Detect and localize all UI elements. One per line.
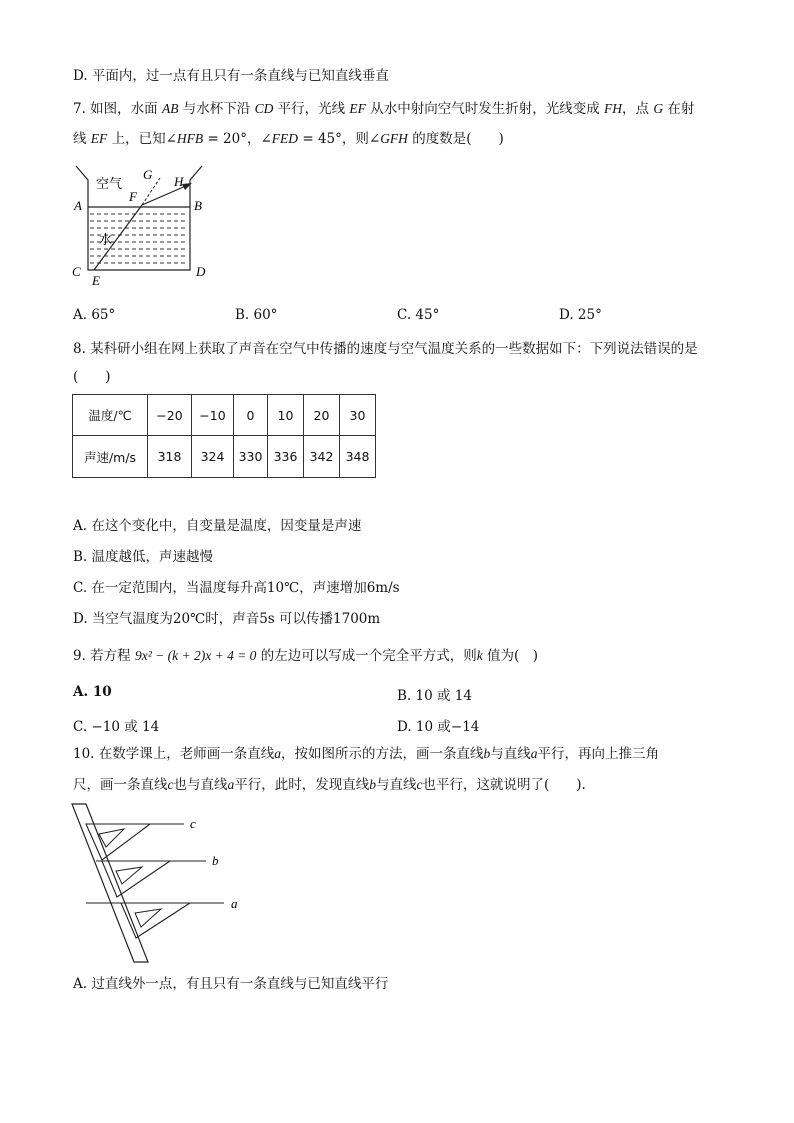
table-row-header: 温度/℃ — [73, 395, 148, 436]
table-cell: 10 — [268, 395, 304, 436]
table-cell: 342 — [304, 436, 340, 478]
q9-option-c: C. −10 或 14 — [73, 719, 160, 735]
table-cell: 330 — [234, 436, 268, 478]
q7-text: 上，已知∠ — [107, 131, 177, 147]
label-d: D — [196, 264, 206, 279]
q10-var: a — [227, 777, 235, 792]
set-square-middle-inner — [116, 867, 142, 884]
q8-option-c: C. 在一定范围内，当温度每升高10℃，声速增加6m/s — [73, 580, 400, 596]
table-cell: 30 — [340, 395, 376, 436]
q10-option-a: A. 过直线外一点，有且只有一条直线与已知直线平行 — [73, 976, 389, 992]
label-air: 空气 — [96, 176, 123, 191]
q8-stem-line1: 8. 某科研小组在网上获取了声音在空气中传播的速度与空气温度关系的一些数据如下：下列说法错误的是 — [73, 341, 698, 357]
q7-text: 7. 如图，水面 — [73, 101, 162, 117]
q7-text: 的度数是( ) — [407, 131, 504, 147]
table-row — [73, 436, 376, 478]
q10-text: 也平行，这就说明了( ). — [422, 777, 586, 793]
q6-option-d: D. 平面内，过一点有且只有一条直线与已知直线垂直 — [73, 68, 389, 84]
q10-text: 与直线 — [490, 746, 531, 762]
label-b: b — [212, 853, 219, 868]
q7-text: 与水杯下沿 — [178, 101, 255, 117]
q7-var: EF — [349, 101, 366, 116]
label-c: C — [72, 264, 81, 279]
q7-var: EF — [90, 131, 108, 146]
q7-text: 平行，光线 — [273, 101, 350, 117]
q9-equation: 9x² − (k + 2)x + 4 = 0 — [134, 648, 257, 663]
q10-stem-line1 — [73, 745, 659, 763]
q10-text: 平行，此时，发现直线 — [234, 777, 370, 793]
q10-text: 尺，画一条直线 — [73, 777, 168, 793]
q7-option-d: D. 25° — [559, 307, 602, 323]
q7-text: 在射 — [663, 101, 695, 117]
q9-text: 值为( ) — [482, 648, 539, 664]
q7-var: AB — [161, 101, 179, 116]
table-cell: −10 — [192, 395, 234, 436]
label-c: c — [190, 816, 196, 831]
label-b: B — [194, 198, 202, 213]
table-cell: 348 — [340, 436, 376, 478]
q7-var: GFH — [380, 131, 408, 146]
q7-text: ，点 — [622, 101, 654, 117]
q8-option-b: B. 温度越低，声速越慢 — [73, 549, 214, 565]
q9-option-d: D. 10 或−14 — [397, 719, 480, 735]
q10-var: b — [483, 746, 491, 761]
table-row-header: 声速/m/s — [73, 436, 148, 478]
q10-var: c — [167, 777, 174, 792]
label-e: E — [92, 273, 100, 288]
q10-text: 与直线 — [376, 777, 417, 793]
q9-text: 9. 若方程 — [73, 648, 135, 664]
label-water: 水 — [99, 232, 113, 247]
q7-option-c: C. 45° — [397, 307, 440, 323]
q10-text: 也与直线 — [173, 777, 228, 793]
q10-text: 10. 在数学课上，老师画一条直线 — [73, 746, 275, 762]
q7-text: = 20°，∠ — [203, 131, 272, 147]
q7-var: CD — [254, 101, 274, 116]
label-g: G — [143, 167, 153, 182]
q7-option-a: A. 65° — [73, 307, 116, 323]
table-cell: 336 — [268, 436, 304, 478]
q10-text: ，按如图所示的方法，画一条直线 — [281, 746, 484, 762]
table-row — [73, 395, 376, 436]
q7-var: FED — [271, 131, 299, 146]
q7-refraction-figure — [66, 160, 216, 290]
q10-text: 平行，再向上推三角 — [537, 746, 660, 762]
q10-parallel-lines-figure — [66, 800, 256, 970]
label-a: a — [231, 896, 238, 911]
q10-var: a — [530, 746, 538, 761]
q10-var: b — [369, 777, 376, 792]
q9-text: 的左边可以写成一个完全平方式，则 — [256, 648, 477, 664]
q7-stem-line1 — [73, 100, 694, 118]
q10-stem-line2 — [73, 776, 586, 794]
q7-text: 从水中射向空气时发生折射，光线变成 — [365, 101, 605, 117]
q7-text: = 45°，则∠ — [298, 131, 381, 147]
table-cell: 324 — [192, 436, 234, 478]
q9-var: k — [476, 648, 483, 663]
q8-option-d: D. 当空气温度为20℃时，声音5s 可以传播1700m — [73, 611, 381, 627]
label-a: A — [74, 198, 82, 213]
q9-option-b: B. 10 或 14 — [397, 688, 472, 704]
table-cell: 318 — [148, 436, 192, 478]
q8-option-a: A. 在这个变化中，自变量是温度，因变量是声速 — [73, 518, 362, 534]
set-square-top-inner — [99, 829, 124, 847]
q7-option-b: B. 60° — [235, 307, 278, 323]
label-f: F — [129, 189, 137, 204]
q7-text: 线 — [73, 131, 91, 147]
label-h: H — [174, 174, 184, 189]
table-cell: 0 — [234, 395, 268, 436]
ruler — [72, 804, 148, 962]
q10-var: a — [274, 746, 282, 761]
q7-stem-line2 — [73, 130, 504, 148]
q8-stem-line2: ( ) — [73, 369, 111, 385]
q7-var: FH — [604, 101, 623, 116]
q10-var: c — [416, 777, 423, 792]
q9-option-a: A. 10 — [73, 684, 112, 700]
q9-stem — [73, 647, 538, 665]
set-square-middle — [102, 861, 170, 897]
q7-var: HFB — [176, 131, 204, 146]
q7-var: G — [653, 101, 664, 116]
table-cell: 20 — [304, 395, 340, 436]
table-cell: −20 — [148, 395, 192, 436]
q8-data-table — [72, 394, 376, 478]
